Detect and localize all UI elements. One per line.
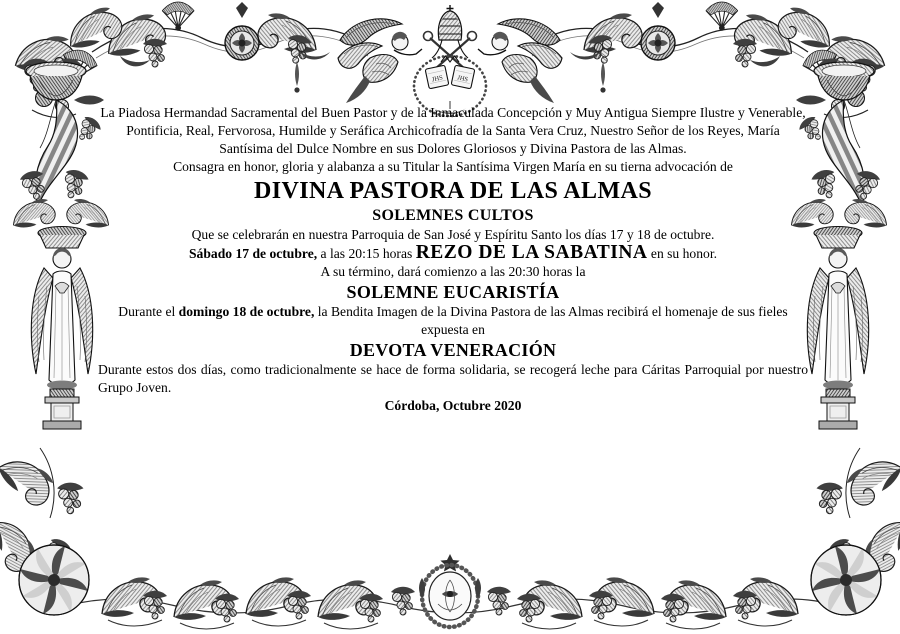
papal-tiara-icon <box>432 5 468 58</box>
celebration-dates-line: Que se celebrarán en nuestra Parroquia de San José y Espíritu Santo los días 17 y 18 de octubre. <box>191 227 715 242</box>
saturday-date: Sábado 17 de octubre, <box>188 246 318 261</box>
place-date-line: Córdoba, Octubre 2020 <box>384 398 522 413</box>
papal-crest-icon <box>414 5 486 116</box>
bottom-scroll-unit <box>246 577 311 626</box>
caryatid-column-left <box>0 62 109 574</box>
top-garland-left <box>92 2 372 93</box>
shell-swirl-corner-left <box>19 545 89 615</box>
sunday-schedule-line <box>98 303 808 339</box>
bottom-scroll-unit <box>174 580 239 629</box>
bottom-scroll-run-right <box>517 577 798 629</box>
bottom-scroll-unit <box>102 577 167 626</box>
consecration-line: Consagra en honor, gloria y alabanza a su Titular la Santísima Virgen María en su tierna advocación de <box>173 159 733 174</box>
angel-left-icon <box>338 19 422 103</box>
shield-right-monogram: JHS <box>456 74 469 84</box>
transition-line: A su término, dará comienzo a las 20:30 horas la <box>320 264 586 279</box>
sunday-suffix: la Bendita Imagen de la Divina Pastora de las Almas recibirá el homenaje de sus fieles expuesta en <box>314 304 788 337</box>
saturday-suffix: en su honor. <box>647 246 717 261</box>
shield-left-monogram: JHS <box>431 74 444 84</box>
announcement-body <box>98 104 808 415</box>
grape-cluster-icon <box>391 587 415 615</box>
sunday-prefix: Durante el <box>118 304 179 319</box>
emblem-shield-left <box>425 65 449 89</box>
eucharist-heading: SOLEMNE EUCARISTÍA <box>346 282 560 302</box>
saturday-schedule-line <box>98 244 808 263</box>
bottom-scroll-unit <box>318 580 383 629</box>
advocation-title: DIVINA PASTORA DE LAS ALMAS <box>254 178 652 204</box>
bottom-medallion-icon <box>419 554 481 627</box>
emblem-shield-right <box>451 65 475 89</box>
hermandad-full-name: La Piadosa Hermandad Sacramental del Buen Pastor y de la Inmaculada Concepción y Muy Antigua Siempre Ilustre y Venerable, Pontificia, Real, Fervorosa, Humilde y Seráfica Archicofradía de la Santa Vera Cruz, Nuestro Señor de los Reyes, María Santísima del Dulce Nombre en sus Dolores Gloriosos y Divina Pastora de las Almas. <box>100 105 806 156</box>
top-garland-right <box>528 2 808 93</box>
veneration-heading: DEVOTA VENERACIÓN <box>349 340 557 360</box>
charity-note: Durante estos dos días, como tradicionalmente se hace de forma solidaria, se recogerá leche para Cáritas Parroquial por nuestro Grupo Joven. <box>98 362 808 395</box>
sunday-date: domingo 18 de octubre, <box>178 304 315 319</box>
saturday-time: a las 20:15 horas <box>317 246 416 261</box>
sabatina-event-name: REZO DE LA SABATINA <box>415 242 648 263</box>
solemn-cults-subtitle: SOLEMNES CULTOS <box>372 207 534 224</box>
shell-swirl-corner-right <box>811 545 881 615</box>
border-bottom-garland <box>19 545 881 629</box>
star-icon <box>440 554 459 572</box>
angel-right-icon <box>478 19 562 103</box>
